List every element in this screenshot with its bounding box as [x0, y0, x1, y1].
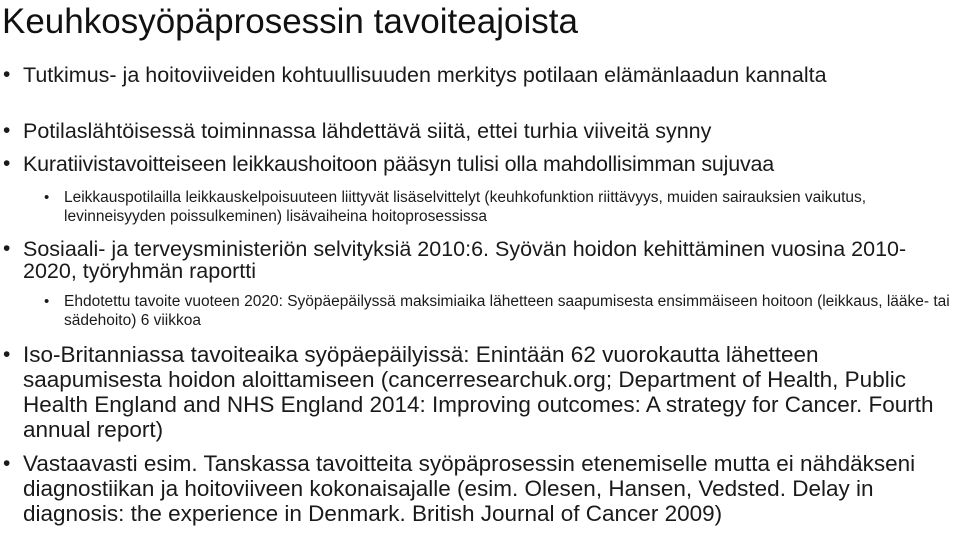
bullet-text: Iso-Britanniassa tavoiteaika syöpäepäilyissä: Enintään 62 vuorokautta lähetteen saapumisesta hoidon aloittamiseen (cancerresearchuk.org; Department of Health, Public Health England and NHS England 2014: Improving outcomes: A strategy for Cancer. Fourth annual report) [23, 342, 934, 442]
bullet-dot-icon: • [3, 63, 11, 86]
bullet-text: Potilaslähtöisessä toiminnassa lähdettävä siitä, ettei turhia viiveitä synny [23, 119, 712, 143]
bullet-text: Kuratiivistavoitteiseen leikkaushoitoon pääsyn tulisi olla mahdollisimman sujuvaa [23, 152, 775, 176]
bullet-text: Sosiaali- ja terveysministeriön selvityksiä 2010:6. Syövän hoidon kehittäminen vuosina 2010-2020, työryhmän raportti [23, 237, 907, 283]
bullet-dot-icon: • [3, 343, 11, 366]
bullet-item [3, 152, 953, 176]
bullet-text: Vastaavasti esim. Tanskassa tavoitteita syöpäprosessin etenemiselle mutta ei nähdäkseni diagnostiikan ja hoitoviiveen kokonaisajalle (esim. Olesen, Hansen, Vedsted. Delay in diagnosis: the experience in Denmark. British Journal of Cancer 2009) [23, 451, 916, 526]
bullet-dot-icon: • [44, 293, 50, 310]
sub-bullet-text: Leikkauspotilailla leikkauskelpoisuuteen liittyvät lisäselvittelyt (keuhkofunktion riittävyys, muiden sairauksien vaikutus, levinneisyyden poissulkeminen) lisävaiheina hoitoprosessissa [64, 189, 867, 225]
bullet-text: Tutkimus- ja hoitoviiveiden kohtuullisuuden merkitys potilaan elämänlaadun kannalta [23, 63, 827, 87]
sub-bullet-text: Ehdotettu tavoite vuoteen 2020: Syöpäepäilyssä maksimiaika lähetteen saapumisesta ensimmäiseen hoitoon (leikkaus, lääke- tai sädehoito) 6 viikkoa [64, 293, 950, 329]
bullet-item [3, 119, 953, 143]
sub-bullet-item [44, 188, 954, 226]
bullet-dot-icon: • [3, 119, 11, 142]
bullet-dot-icon: • [44, 189, 50, 206]
slide-title: Keuhkosyöpäprosessin tavoiteajoista [2, 2, 578, 41]
bullet-item [3, 63, 953, 87]
bullet-item [3, 237, 953, 283]
sub-bullet-item [44, 292, 954, 330]
bullet-item [3, 451, 955, 526]
bullet-dot-icon: • [3, 452, 11, 475]
bullet-dot-icon: • [3, 152, 11, 175]
bullet-item [3, 342, 955, 442]
bullet-dot-icon: • [3, 237, 11, 260]
